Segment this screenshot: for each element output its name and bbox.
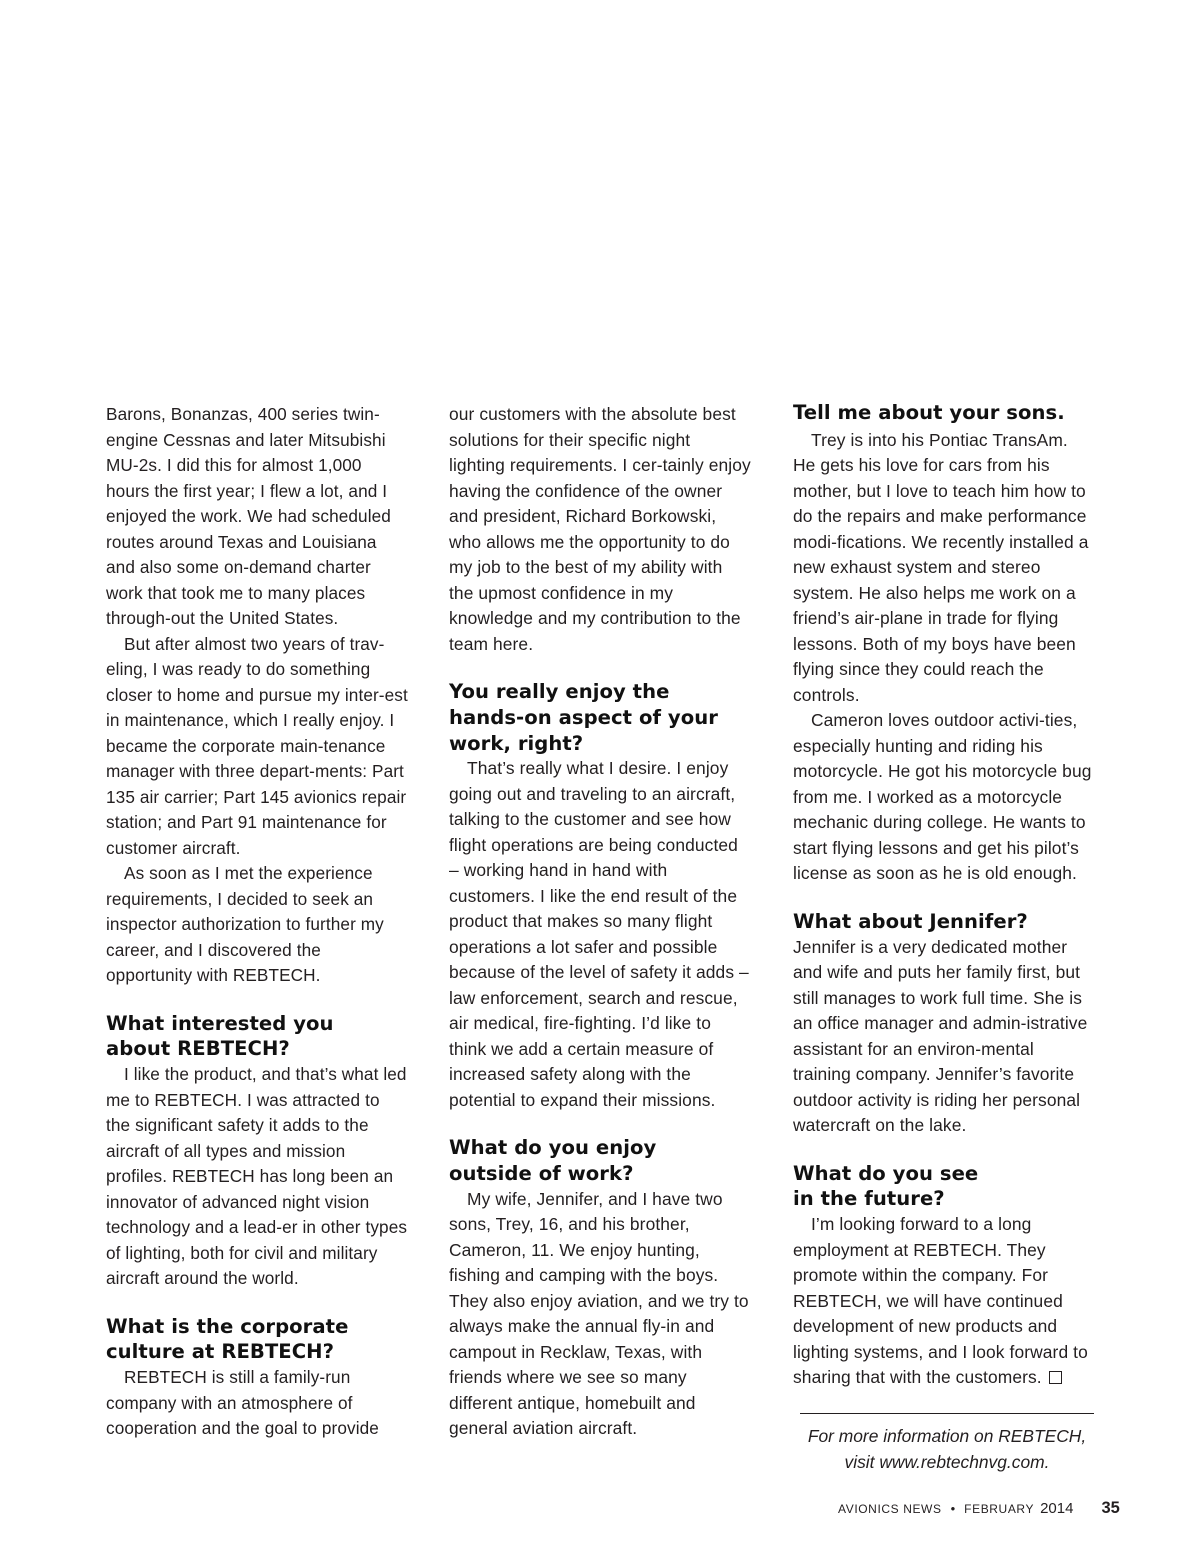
column-1 (106, 402, 408, 1442)
divider-rule (800, 1413, 1094, 1414)
note-line: visit www.rebtechnvg.com. (844, 1451, 1050, 1472)
paragraph: That’s really what I desire. I enjoy going out and traveling to an aircraft, talking to the customer and see how flight operations are being conducted – working hand in hand with customers. I like the end result of the product that makes so many flight operations a lot safer and possible because of the level of safety it adds – law enforcement, search and rescue, air medical, fire-fighting. I’d like to think we add a certain measure of increased safety along with the potential to expand their missions. (449, 758, 749, 1110)
paragraph: our customers with the absolute best solutions for their specific night lighting requirements. I cer-tainly enjoy having the confidence of the owner and president, Richard Borkowski, who allows me the opportunity to do my job to the best of my ability with the upmost confidence in my knowledge and my contribution to the team here. (449, 404, 751, 654)
section-heading: What do you see in the future? (793, 1161, 979, 1211)
section-heading: What interested you about REBTECH? (106, 1011, 334, 1061)
issue-year: 2014 (1040, 1500, 1074, 1517)
ballot-box-icon (1049, 1371, 1062, 1384)
issue-month: FEBRUARY (964, 1502, 1035, 1516)
section-heading: What about Jennifer? (793, 909, 1028, 933)
info-note (800, 1424, 1094, 1475)
magazine-name: AVIONICS NEWS (838, 1502, 942, 1516)
paragraph: I like the product, and that’s what led me to REBTECH. I was attracted to the significant safety it adds to the aircraft of all types and mission profiles. REBTECH has long been an innovator of advanced night vision technology and a lead-er in other types of lighting, both for civil and military aircraft around the world. (106, 1064, 408, 1289)
footer-separator: • (950, 1501, 956, 1516)
column-3 (793, 400, 1095, 1391)
paragraph: Jennifer is a very dedicated mother and wife and puts her family first, but still manages to work full time. She is an office manager and admin-istrative assistant for an environ-mental training company. Jennifer’s favorite outdoor activity is riding her personal watercraft on the lake. (793, 936, 1088, 1136)
section-heading: What do you enjoy outside of work? (449, 1136, 657, 1186)
section-heading: Tell me about your sons. (793, 401, 1065, 424)
page-footer (838, 1499, 1120, 1523)
paragraph: Barons, Bonanzas, 400 series twin-engine Cessnas and later Mitsubishi MU-2s. I did this for almost 1,000 hours the first year; I flew a lot, and I enjoyed the work. We had scheduled routes around Texas and Louisiana and also some on-demand charter work that took me to many places through-out the United States. (106, 404, 391, 628)
paragraph: Cameron loves outdoor activi-ties, especially hunting and riding his motorcycle. He got his motorcycle bug from me. I worked as a motorcycle mechanic during college. He wants to start flying lessons and get his pilot’s license as soon as he is old enough. (793, 710, 1092, 884)
section-heading: You really enjoy the hands-on aspect of your work, right? (449, 680, 718, 755)
column-2 (449, 402, 751, 1442)
page-number: 35 (1101, 1499, 1120, 1517)
paragraph: Trey is into his Pontiac TransAm. He gets his love for cars from his mother, but I love to teach him how to do the repairs and make performance modi-fications. We recently installed a new exhaust system and stereo system. He also helps me work on a friend’s air-plane in trade for flying lessons. Both of my boys have been flying since they could reach the controls. (793, 429, 1089, 705)
paragraph: As soon as I met the experience requirements, I decided to seek an inspector authorization to further my career, and I discovered the opportunity with REBTECH. (106, 863, 384, 985)
paragraph-with-end-mark (793, 1212, 1095, 1391)
note-line: For more information on REBTECH, (807, 1426, 1087, 1446)
paragraph: My wife, Jennifer, and I have two sons, Trey, 16, and his brother, Cameron, 11. We enjoy hunting, fishing and camping with the boys. They also enjoy aviation, and we try to always make the annual fly-in and campout in Recklaw, Texas, with friends where we see so many different antique, homebuilt and general aviation aircraft. (449, 1188, 749, 1439)
section-heading: What is the corporate culture at REBTECH? (106, 1314, 349, 1364)
paragraph: But after almost two years of trav-eling, I was ready to do something closer to home and pursue my inter-est in maintenance, which I really enjoy. I became the corporate main-tenance manager with three depart-ments: Part 135 air carrier; Part 145 avionics repair station; and Part 91 maintenance for customer aircraft. (106, 633, 408, 858)
paragraph: REBTECH is still a family-run company with an atmosphere of cooperation and the goal to provide (106, 1367, 379, 1439)
paragraph: I’m looking forward to a long employment at REBTECH. They promote within the company. For REBTECH, we will have continued development of new products and lighting systems, and I look forward to sharing that with the customers. (793, 1214, 1088, 1388)
